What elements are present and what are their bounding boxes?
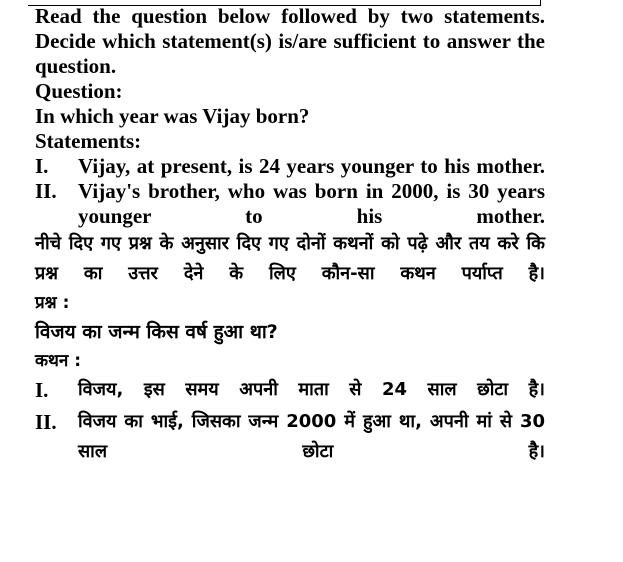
- statement-text: विजय का भाई, जिसका जन्म 2000 में हुआ था, अपनी मां से 30 साल छोटा है।: [78, 411, 545, 462]
- statement-text: विजय, इस समय अपनी माता से 24 साल छोटा है।: [78, 379, 545, 400]
- english-statements-label: Statements:: [35, 129, 142, 153]
- statement-number: I.: [35, 154, 49, 178]
- english-statement-1: [35, 154, 545, 179]
- english-question-label: Question:: [35, 79, 123, 103]
- hindi-statement-2: [35, 407, 545, 467]
- statement-text: Vijay's brother, who was born in 2000, is 30 years younger to his mother.: [78, 179, 545, 228]
- hindi-statements-label: कथन :: [35, 351, 82, 371]
- question-document: [35, 4, 545, 467]
- hindi-instruction: नीचे दिए गए प्रश्न के अनुसार दिए गए दोनों कथनों को पढ़े और तय करे कि प्रश्न का उत्तर देने के लिए कौन-सा कथन पर्याप्त है।: [35, 233, 545, 284]
- hindi-question-label: प्रश्न :: [35, 293, 70, 313]
- statement-text: Vijay, at present, is 24 years younger to his mother.: [78, 154, 545, 178]
- english-instruction: Read the question below followed by two statements. Decide which statement(s) is/are sufficient to answer the question.: [35, 4, 545, 78]
- statement-number: I.: [35, 378, 49, 402]
- statement-number: II.: [35, 179, 57, 203]
- hindi-question: विजय का जन्म किस वर्ष हुआ था?: [35, 321, 278, 343]
- english-question: In which year was Vijay born?: [35, 104, 310, 128]
- statement-number: II.: [35, 410, 57, 434]
- english-statement-2: [35, 179, 545, 229]
- hindi-statement-1: [35, 375, 545, 405]
